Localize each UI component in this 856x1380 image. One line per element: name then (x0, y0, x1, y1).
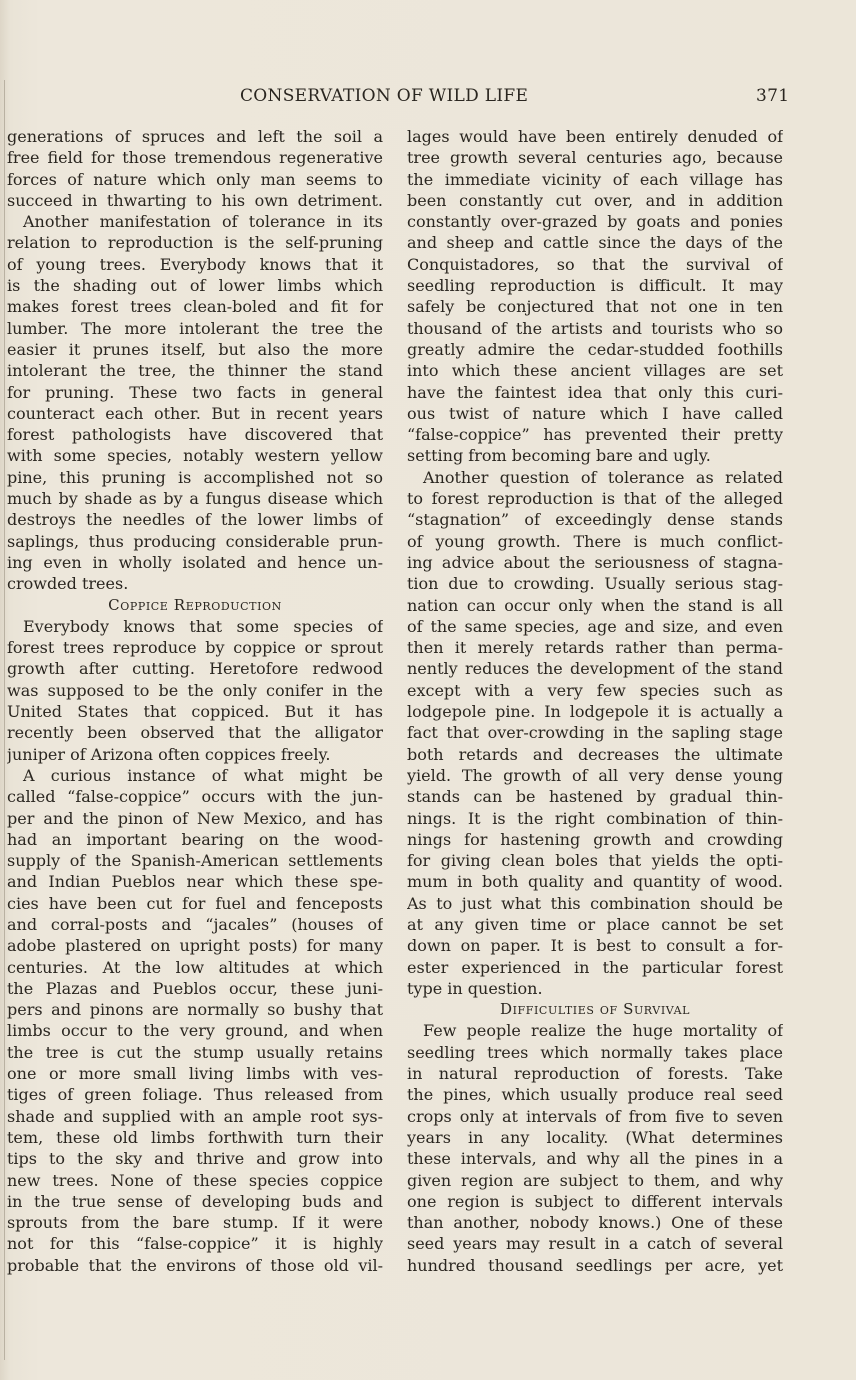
text-line: the Plazas and Pueblos occur, these juni- (7, 978, 383, 998)
text-line: tips to the sky and thrive and grow into (7, 1149, 383, 1169)
text-line: given region are subject to them, and why (407, 1170, 783, 1190)
text-line: recently been observed that the alligator (7, 723, 383, 743)
text-line: supply of the Spanish-American settlements (7, 851, 383, 871)
text-line: “stagnation” of exceedingly dense stands (407, 510, 783, 530)
text-line: one region is subject to different intervals (407, 1191, 783, 1211)
text-line: tiges of green foliage. Thus released from (7, 1085, 383, 1105)
page-number: 371 (756, 86, 790, 106)
text-line: and Indian Pueblos near which these spe- (7, 872, 383, 892)
text-line: counteract each other. But in recent years (7, 403, 383, 423)
text-line: forest trees reproduce by coppice or sprout (7, 638, 383, 658)
text-line: these intervals, and why all the pines in a (407, 1149, 783, 1169)
text-line: setting from becoming bare and ugly. (407, 446, 711, 466)
text-line: saplings, thus producing considerable prun- (7, 531, 383, 551)
text-line: United States that coppiced. But it has (7, 702, 383, 722)
text-line: crowded trees. (7, 574, 129, 594)
text-line: new trees. None of these species coppice (7, 1170, 383, 1190)
text-line: limbs occur to the very ground, and when (7, 1021, 383, 1041)
text-line: growth after cutting. Heretofore redwood (7, 659, 383, 679)
text-line: hundred thousand seedlings per acre, yet (407, 1255, 783, 1275)
text-line: the pines, which usually produce real seed (407, 1085, 783, 1105)
text-line: both retards and decreases the ultimate (407, 744, 783, 764)
text-line: is the shading out of lower limbs which (7, 276, 383, 296)
text-line: Everybody knows that some species of (23, 616, 383, 636)
text-line: down on paper. It is best to consult a for- (407, 936, 783, 956)
text-line: forest pathologists have discovered that (7, 425, 383, 445)
running-header (0, 86, 856, 108)
text-line: Another manifestation of tolerance in its (23, 212, 383, 232)
text-line: per and the pinon of New Mexico, and has (7, 808, 383, 828)
text-line: in natural reproduction of forests. Take (407, 1064, 783, 1084)
text-line: lodgepole pine. In lodgepole it is actually a (407, 702, 783, 722)
text-line: in the true sense of developing buds and (7, 1191, 383, 1211)
text-line: lumber. The more intolerant the tree the (7, 318, 383, 338)
text-line: called “false-coppice” occurs with the jun- (7, 787, 383, 807)
text-line: except with a very few species such as (407, 680, 783, 700)
text-line: destroys the needles of the lower limbs of (7, 510, 383, 530)
text-line: than another, nobody knows.) One of these (407, 1213, 783, 1233)
text-line: the tree is cut the stump usually retains (7, 1042, 383, 1062)
text-line: ester experienced in the particular forest (407, 957, 783, 977)
text-line: of young trees. Everybody knows that it (7, 254, 383, 274)
text-line: much by shade as by a fungus disease which (7, 489, 383, 509)
text-line: yield. The growth of all very dense young (407, 765, 783, 785)
text-line: ing even in wholly isolated and hence un- (7, 552, 383, 572)
page-gutter-edge (4, 80, 5, 1360)
text-line: “false-coppice” has prevented their pretty (407, 425, 783, 445)
text-line: intolerant the tree, the thinner the stand (7, 361, 383, 381)
text-line: juniper of Arizona often coppices freely. (7, 744, 331, 764)
text-line: ing advice about the seriousness of stagna- (407, 552, 783, 572)
text-line: Conquistadores, so that the survival of (407, 254, 783, 274)
section-heading: Coppice Reproduction (108, 595, 282, 614)
text-line: for giving clean boles that yields the opti- (407, 851, 783, 871)
text-line: the immediate vicinity of each village has (407, 169, 783, 189)
text-line: lages would have been entirely denuded of (407, 127, 783, 146)
text-line: seedling reproduction is difficult. It may (407, 276, 783, 296)
text-line: stands can be hastened by gradual thin- (407, 787, 783, 807)
text-line: Few people realize the huge mortality of (423, 1021, 783, 1041)
text-line: relation to reproduction is the self-pruning (7, 233, 383, 253)
text-line: one or more small living limbs with ves- (7, 1064, 383, 1084)
right-text-column (407, 126, 783, 1276)
text-line: safely be conjectured that not one in ten (407, 297, 783, 317)
text-line: sprouts from the bare stump. If it were (7, 1213, 383, 1233)
text-line: constantly over-grazed by goats and ponies (407, 212, 783, 232)
text-line: type in question. (407, 978, 543, 998)
text-line: nings for hastening growth and crowding (407, 829, 783, 849)
text-line: been constantly cut over, and in addition (407, 190, 783, 210)
text-line: pers and pinons are normally so bushy that (7, 1000, 383, 1020)
text-line: forces of nature which only man seems to (7, 169, 383, 189)
text-line: free field for those tremendous regenerative (7, 148, 383, 168)
left-text-column (7, 126, 383, 1276)
text-line: succeed in thwarting to his own detriment. (7, 190, 383, 210)
text-line: makes forest trees clean-boled and fit for (7, 297, 383, 317)
text-line: generations of spruces and left the soil a (7, 127, 383, 146)
running-title: CONSERVATION OF WILD LIFE (240, 86, 529, 106)
text-line: As to just what this combination should be (407, 893, 783, 913)
text-line: of young growth. There is much conflict- (407, 531, 783, 551)
text-line: nently reduces the development of the stand (407, 659, 783, 679)
text-line: had an important bearing on the wood- (7, 829, 383, 849)
text-line: adobe plastered on upright posts) for many (7, 936, 383, 956)
text-line: and corral-posts and “jacales” (houses of (7, 914, 383, 934)
text-line: mum in both quality and quantity of wood. (407, 872, 783, 892)
text-line: with some species, notably western yellow (7, 446, 383, 466)
text-line: tion due to crowding. Usually serious stag- (407, 574, 783, 594)
text-line: crops only at intervals of from five to seven (407, 1106, 783, 1126)
text-line: A curious instance of what might be (23, 765, 383, 785)
text-line: fact that over-crowding in the sapling stage (407, 723, 783, 743)
text-line: to forest reproduction is that of the alleged (407, 489, 783, 509)
text-line: not for this “false-coppice” it is highly (7, 1234, 383, 1254)
text-line: nings. It is the right combination of thin- (407, 808, 783, 828)
text-line: cies have been cut for fuel and fenceposts (7, 893, 383, 913)
text-line: tem, these old limbs forthwith turn their (7, 1127, 383, 1147)
text-line: and sheep and cattle since the days of the (407, 233, 783, 253)
text-line: probable that the environs of those old vil- (7, 1255, 383, 1275)
text-line: easier it prunes itself, but also the more (7, 339, 383, 359)
text-line: shade and supplied with an ample root sys- (7, 1106, 383, 1126)
text-line: thousand of the artists and tourists who so (407, 318, 783, 338)
text-line: seed years may result in a catch of several (407, 1234, 783, 1254)
text-line: pine, this pruning is accomplished not so (7, 467, 383, 487)
section-heading: Difficulties of Survival (499, 1000, 691, 1019)
text-line: have the faintest idea that only this curi- (407, 382, 783, 402)
text-line: was supposed to be the only conifer in the (7, 680, 383, 700)
text-line: years in any locality. (What determines (407, 1127, 783, 1147)
text-line: into which these ancient villages are set (407, 361, 783, 381)
text-line: nation can occur only when the stand is all (407, 595, 783, 615)
text-line: Another question of tolerance as related (423, 467, 783, 487)
text-line: centuries. At the low altitudes at which (7, 957, 383, 977)
text-line: seedling trees which normally takes place (407, 1042, 783, 1062)
text-line: ous twist of nature which I have called (407, 403, 783, 423)
text-line: of the same species, age and size, and even (407, 616, 783, 636)
text-line: tree growth several centuries ago, because (407, 148, 783, 168)
text-line: at any given time or place cannot be set (407, 914, 783, 934)
text-line: then it merely retards rather than perma- (407, 638, 783, 658)
text-line: greatly admire the cedar-studded foothills (407, 339, 783, 359)
text-line: for pruning. These two facts in general (7, 382, 383, 402)
